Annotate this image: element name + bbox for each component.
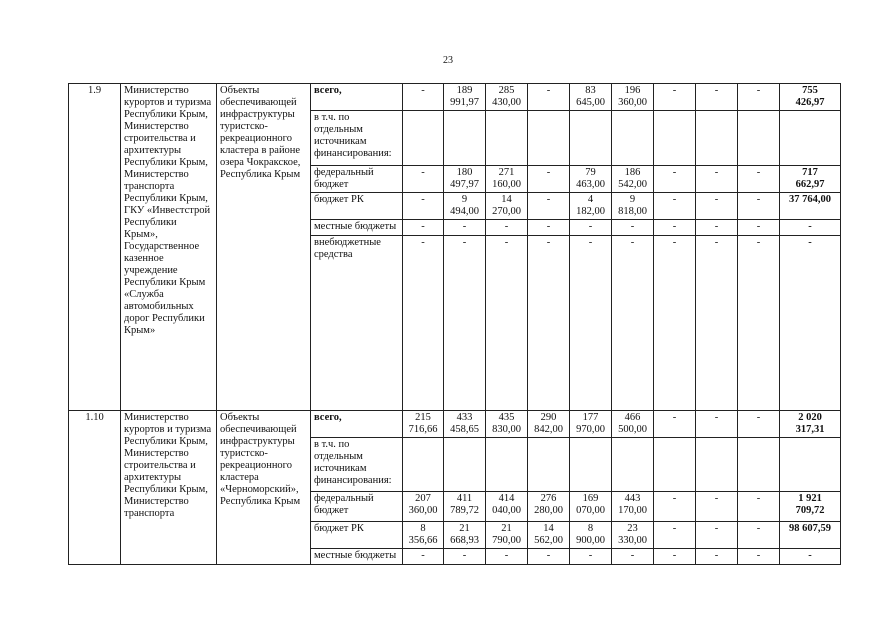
row-index: 1.10 xyxy=(69,411,121,565)
total-value: 98 607,59 xyxy=(780,522,841,549)
year-value: - xyxy=(528,236,570,411)
year-value: 21 790,00 xyxy=(486,522,528,549)
year-value: - xyxy=(403,193,444,220)
year-value: - xyxy=(612,549,654,565)
year-value: - xyxy=(696,236,738,411)
funding-source: местные бюджеты xyxy=(311,220,403,236)
year-value: 4 182,00 xyxy=(570,193,612,220)
year-value: - xyxy=(654,220,696,236)
total-value: - xyxy=(780,549,841,565)
year-value: - xyxy=(403,166,444,193)
funding-source: бюджет РК xyxy=(311,522,403,549)
year-value xyxy=(612,111,654,166)
year-value: - xyxy=(570,236,612,411)
year-value: 466 500,00 xyxy=(612,411,654,438)
year-value xyxy=(528,438,570,492)
year-value xyxy=(444,438,486,492)
year-value xyxy=(403,111,444,166)
year-value: - xyxy=(570,549,612,565)
year-value xyxy=(654,438,696,492)
table-row xyxy=(69,84,841,111)
total-value xyxy=(780,111,841,166)
total-value: 717 662,97 xyxy=(780,166,841,193)
year-value: 196 360,00 xyxy=(612,84,654,111)
year-value: 414 040,00 xyxy=(486,492,528,522)
year-value: - xyxy=(696,549,738,565)
year-value xyxy=(696,438,738,492)
year-value: - xyxy=(738,492,780,522)
year-value xyxy=(654,111,696,166)
year-value: - xyxy=(696,193,738,220)
funding-source: всего, xyxy=(311,411,403,438)
year-value: - xyxy=(654,411,696,438)
year-value xyxy=(486,438,528,492)
total-value: 1 921 709,72 xyxy=(780,492,841,522)
year-value: - xyxy=(528,220,570,236)
year-value: - xyxy=(654,236,696,411)
year-value: 9 818,00 xyxy=(612,193,654,220)
year-value: - xyxy=(654,549,696,565)
year-value: 271 160,00 xyxy=(486,166,528,193)
year-value: 411 789,72 xyxy=(444,492,486,522)
year-value: 207 360,00 xyxy=(403,492,444,522)
year-value: - xyxy=(738,411,780,438)
funding-source: федеральный бюджет xyxy=(311,166,403,193)
budget-table xyxy=(68,83,841,565)
year-value xyxy=(738,438,780,492)
year-value: - xyxy=(654,492,696,522)
year-value: 83 645,00 xyxy=(570,84,612,111)
year-value: - xyxy=(738,522,780,549)
year-value: - xyxy=(696,220,738,236)
funding-source: в т.ч. по отдельным источникам финансирования: xyxy=(311,111,403,166)
year-value: - xyxy=(486,220,528,236)
funding-source: бюджет РК xyxy=(311,193,403,220)
funding-source: в т.ч. по отдельным источникам финансирования: xyxy=(311,438,403,492)
year-value: - xyxy=(528,549,570,565)
responsible-executors: Министерство курортов и туризма Республики Крым, Министерство строительства и архитектуры Республики Крым, Министерство транспорта Республики Крым, ГКУ «Инвестстрой Республики Крым», Государственное казенное учреждение Республики Крым «Служба автомобильных дорог Республики Крым» xyxy=(121,84,217,411)
row-index: 1.9 xyxy=(69,84,121,411)
total-value: - xyxy=(780,236,841,411)
year-value: - xyxy=(738,193,780,220)
year-value: 9 494,00 xyxy=(444,193,486,220)
year-value: - xyxy=(738,236,780,411)
total-value xyxy=(780,438,841,492)
year-value xyxy=(696,111,738,166)
year-value: - xyxy=(486,549,528,565)
year-value: - xyxy=(612,220,654,236)
year-value xyxy=(403,438,444,492)
year-value xyxy=(570,111,612,166)
year-value: 443 170,00 xyxy=(612,492,654,522)
year-value: 79 463,00 xyxy=(570,166,612,193)
year-value: - xyxy=(738,220,780,236)
object-name: Объекты обеспечивающей инфраструктуры туристско-рекреационного кластера «Черноморский», Республика Крым xyxy=(217,411,311,565)
year-value: - xyxy=(654,193,696,220)
year-value: - xyxy=(696,492,738,522)
total-value: 37 764,00 xyxy=(780,193,841,220)
year-value: 14 270,00 xyxy=(486,193,528,220)
year-value: 189 991,97 xyxy=(444,84,486,111)
year-value: - xyxy=(403,549,444,565)
year-value: 8 900,00 xyxy=(570,522,612,549)
year-value xyxy=(612,438,654,492)
year-value: - xyxy=(403,236,444,411)
year-value: - xyxy=(654,84,696,111)
total-value: 755 426,97 xyxy=(780,84,841,111)
table-row xyxy=(69,411,841,438)
page-number: 23 xyxy=(443,55,453,66)
year-value: 290 842,00 xyxy=(528,411,570,438)
year-value: 21 668,93 xyxy=(444,522,486,549)
year-value: - xyxy=(738,84,780,111)
year-value: - xyxy=(528,84,570,111)
year-value: - xyxy=(528,166,570,193)
responsible-executors: Министерство курортов и туризма Республики Крым, Министерство строительства и архитектуры Республики Крым, Министерство транспорта xyxy=(121,411,217,565)
year-value: 14 562,00 xyxy=(528,522,570,549)
year-value: - xyxy=(403,84,444,111)
year-value: - xyxy=(696,522,738,549)
funding-source: местные бюджеты xyxy=(311,549,403,565)
funding-source: всего, xyxy=(311,84,403,111)
year-value xyxy=(444,111,486,166)
year-value: 215 716,66 xyxy=(403,411,444,438)
year-value: 276 280,00 xyxy=(528,492,570,522)
year-value: - xyxy=(403,220,444,236)
year-value: 23 330,00 xyxy=(612,522,654,549)
year-value: 433 458,65 xyxy=(444,411,486,438)
year-value: 8 356,66 xyxy=(403,522,444,549)
year-value xyxy=(528,111,570,166)
year-value: - xyxy=(696,411,738,438)
year-value: - xyxy=(528,193,570,220)
year-value: - xyxy=(696,84,738,111)
funding-source: внебюджетные средства xyxy=(311,236,403,411)
year-value: - xyxy=(654,522,696,549)
year-value: 186 542,00 xyxy=(612,166,654,193)
object-name: Объекты обеспечивающей инфраструктуры туристско-рекреационного кластера в районе озера Чокракское, Республика Крым xyxy=(217,84,311,411)
year-value xyxy=(486,111,528,166)
year-value: 285 430,00 xyxy=(486,84,528,111)
year-value: - xyxy=(738,166,780,193)
year-value: - xyxy=(486,236,528,411)
total-value: - xyxy=(780,220,841,236)
year-value: - xyxy=(444,220,486,236)
total-value: 2 020 317,31 xyxy=(780,411,841,438)
year-value: - xyxy=(738,549,780,565)
year-value: - xyxy=(570,220,612,236)
year-value: - xyxy=(654,166,696,193)
funding-source: федеральный бюджет xyxy=(311,492,403,522)
year-value: - xyxy=(444,549,486,565)
year-value: 169 070,00 xyxy=(570,492,612,522)
year-value: - xyxy=(612,236,654,411)
year-value: - xyxy=(444,236,486,411)
year-value: 180 497,97 xyxy=(444,166,486,193)
year-value xyxy=(738,111,780,166)
year-value: 177 970,00 xyxy=(570,411,612,438)
year-value: - xyxy=(696,166,738,193)
year-value xyxy=(570,438,612,492)
year-value: 435 830,00 xyxy=(486,411,528,438)
